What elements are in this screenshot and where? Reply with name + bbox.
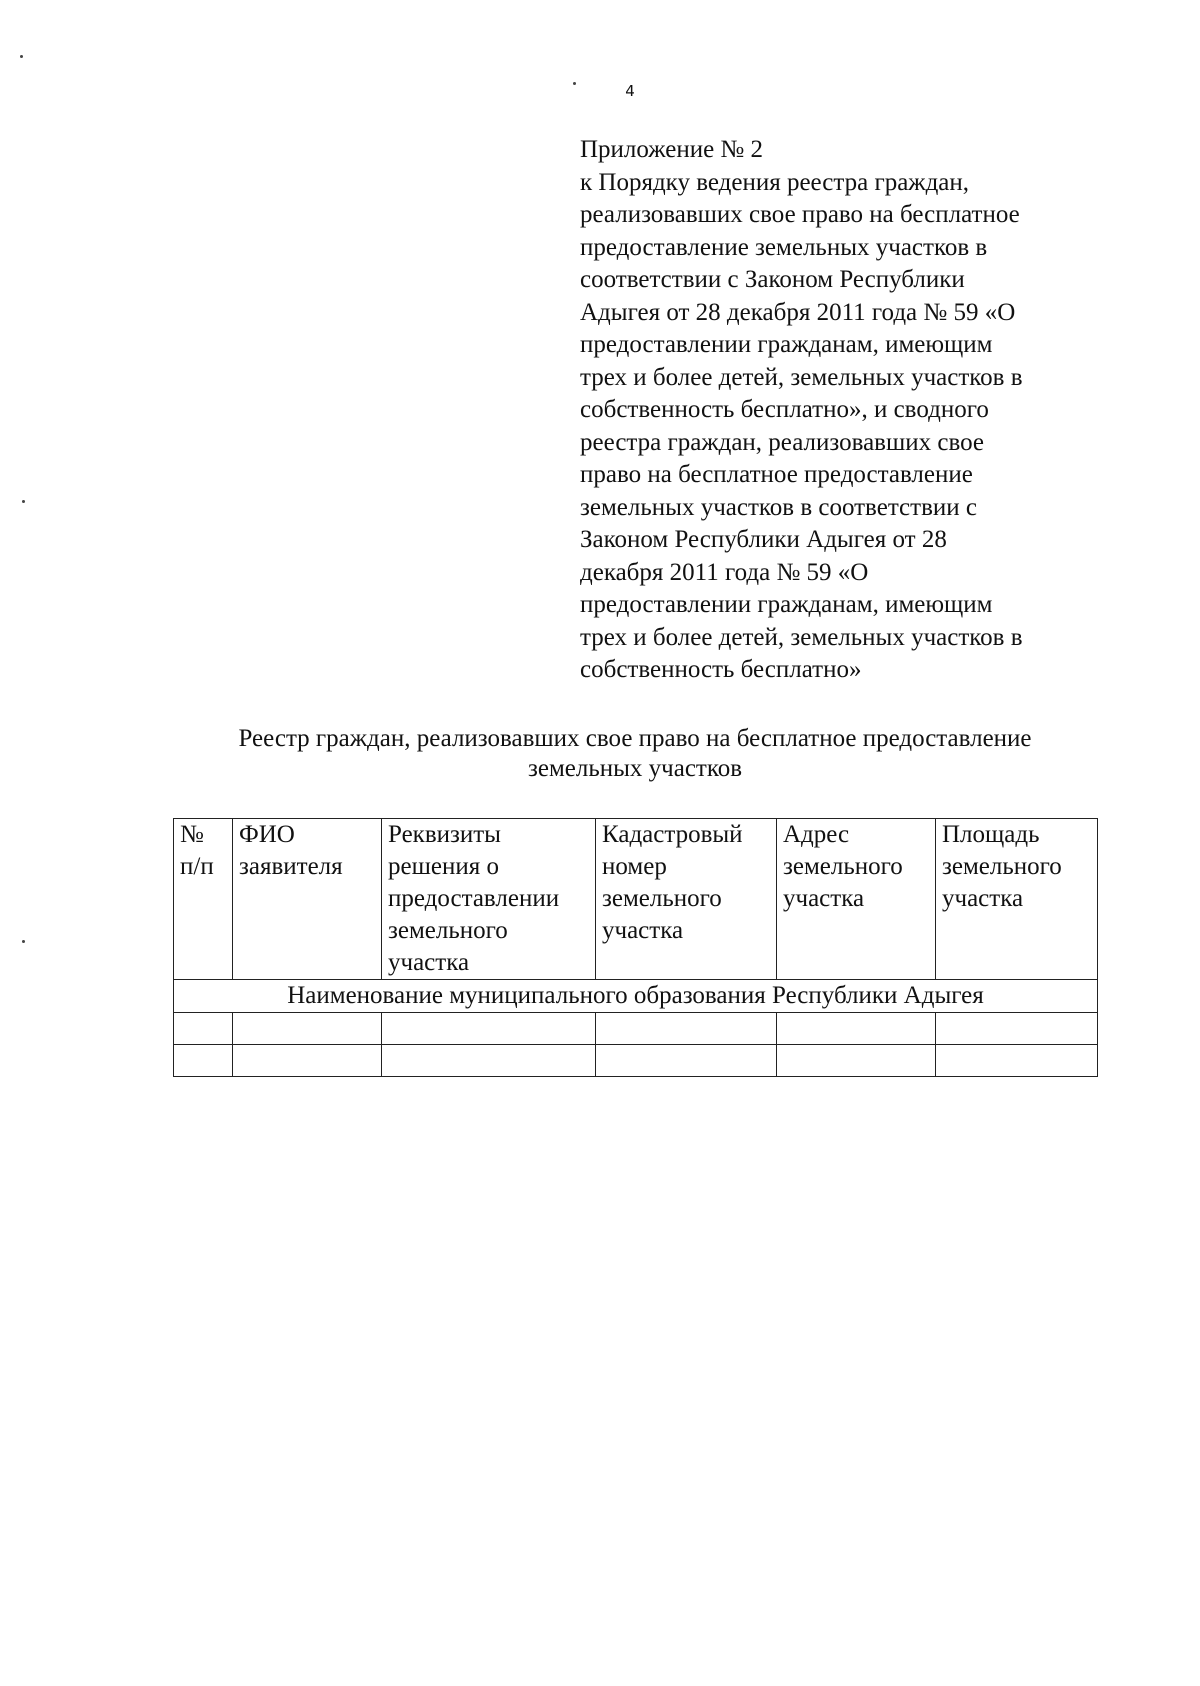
appendix-line: предоставлении гражданам, имеющим (580, 331, 993, 358)
column-header-applicant-name (233, 819, 382, 980)
column-header-cadastral-number (596, 819, 777, 980)
registry-table (173, 818, 1098, 1077)
header-line: Площадь (942, 821, 1040, 848)
table-cell (382, 1045, 596, 1077)
table-cell (777, 1045, 936, 1077)
header-line: Реквизиты (388, 821, 501, 848)
scan-speck (22, 940, 25, 943)
table-cell (596, 1013, 777, 1045)
appendix-line: Законом Республики Адыгея от 28 (580, 526, 947, 553)
header-line: участка (942, 885, 1024, 912)
table-header-row (174, 819, 1098, 980)
table-cell (382, 1013, 596, 1045)
scan-speck (573, 82, 576, 85)
header-line: ФИО (239, 821, 295, 848)
header-line: земельного (942, 853, 1062, 880)
page-number: 4 (625, 82, 635, 100)
appendix-line: право на бесплатное предоставление (580, 461, 973, 488)
table-cell (596, 1045, 777, 1077)
header-line: предоставлении (388, 885, 560, 912)
appendix-line: Адыгея от 28 декабря 2011 года № 59 «О (580, 298, 1016, 326)
table-cell (174, 1045, 233, 1077)
appendix-line: предоставление земельных участков в (580, 233, 988, 261)
scan-speck (20, 55, 23, 58)
header-line: земельного (388, 917, 508, 944)
registry-title-line: земельных участков (527, 755, 743, 782)
header-line: решения о (388, 853, 499, 880)
table-cell (936, 1045, 1098, 1077)
table-cell (174, 1013, 233, 1045)
table-cell (777, 1013, 936, 1045)
table-cell (233, 1013, 382, 1045)
header-line: участка (388, 949, 470, 976)
header-line: участка (602, 917, 684, 944)
section-row (174, 980, 1098, 1013)
appendix-line: соответствии с Законом Республики (580, 266, 965, 293)
appendix-line: декабря 2011 года № 59 «О (580, 558, 869, 586)
appendix-line: собственность бесплатно» (580, 656, 862, 683)
appendix-line: трех и более детей, земельных участков в (580, 363, 1023, 391)
table-row (174, 1045, 1098, 1077)
appendix-line: реализовавших свое право на бесплатное (580, 201, 1020, 228)
appendix-line: собственность бесплатно», и сводного (580, 396, 989, 423)
municipality-section-label: Наименование муниципального образования Республики Адыгея (174, 980, 1098, 1013)
appendix-line: предоставлении гражданам, имеющим (580, 591, 993, 618)
column-header-number (174, 819, 233, 980)
scan-speck (22, 500, 25, 503)
appendix-line: реестра граждан, реализовавших свое (580, 428, 984, 456)
registry-title-line: Реестр граждан, реализовавших свое право на бесплатное предоставление (238, 725, 1032, 752)
table-cell (233, 1045, 382, 1077)
appendix-line: к Порядку ведения реестра граждан, (580, 168, 970, 196)
appendix-line: земельных участков в соответствии с (580, 493, 977, 521)
header-line: п/п (180, 853, 214, 880)
column-header-plot-area (936, 819, 1098, 980)
appendix-line: трех и более детей, земельных участков в (580, 623, 1023, 651)
header-line: земельного (602, 885, 722, 912)
header-line: земельного (783, 853, 903, 880)
header-line: № (180, 821, 204, 848)
appendix-heading (580, 134, 1100, 687)
column-header-decision-details (382, 819, 596, 980)
column-header-plot-address (777, 819, 936, 980)
header-line: Кадастровый (602, 821, 743, 848)
table-cell (936, 1013, 1098, 1045)
header-line: Адрес (783, 821, 850, 848)
header-line: номер (602, 853, 667, 880)
header-line: участка (783, 885, 865, 912)
registry-title (150, 724, 1120, 784)
header-line: заявителя (239, 853, 343, 880)
table-row (174, 1013, 1098, 1045)
appendix-line: Приложение № 2 (580, 136, 764, 163)
